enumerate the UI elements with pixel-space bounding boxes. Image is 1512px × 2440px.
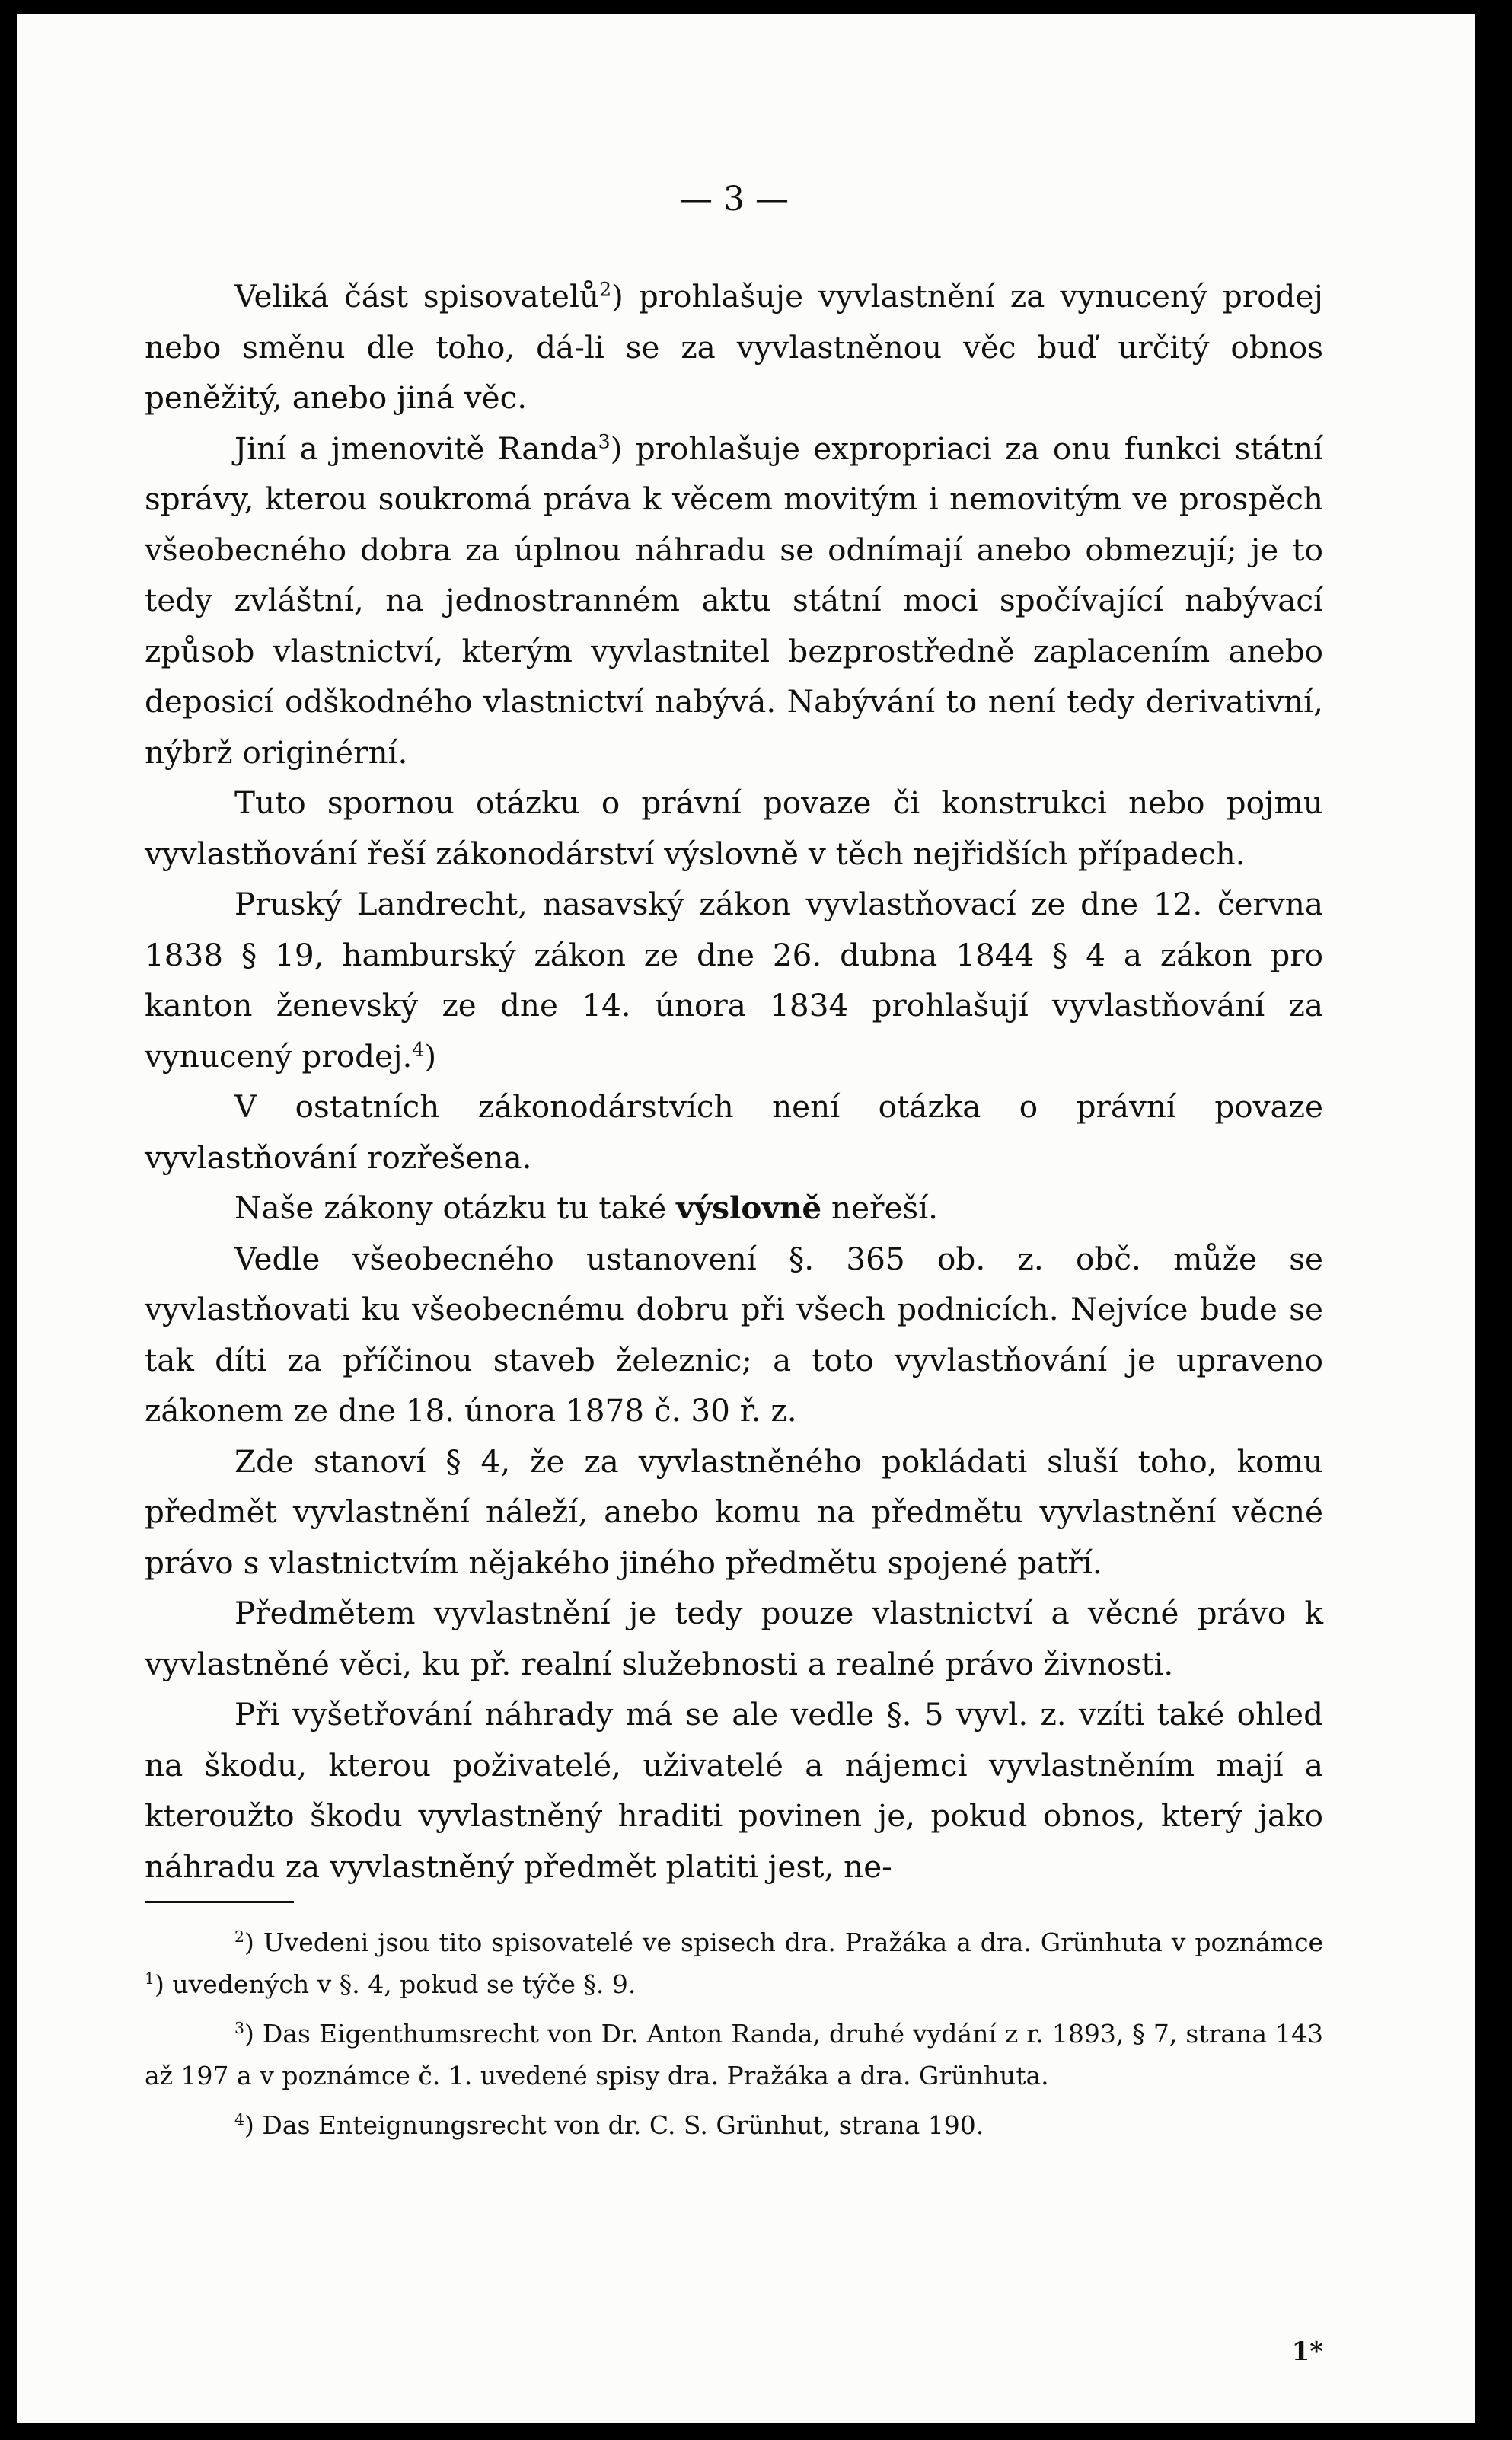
paragraph: Jiní a jmenovitě Randa$^3$) prohlašuje expropriaci za onu funkci státní správy, kterou soukromá práva k věcem movitým i nemovitým ve prospěch všeobecného dobra za úplnou náhradu se odnímají anebo obmezují; je to tedy zvláštní, na jednostranném aktu státní moci spočívající nabývací způsob vlastnictví, kterým vyvlastnitel bezprostředně zaplacením anebo deposicí odškodného vlastnictví nabývá. Nabývání to není tedy derivativní, nýbrž originérní.	[145, 430, 1323, 771]
footnote-mark: 1	[145, 1969, 155, 1988]
emphasis: výslovně	[676, 1190, 822, 1226]
footnote-ref[interactable]: 3	[598, 430, 611, 452]
paragraph: Vedle všeobecného ustanovení §. 365 ob. z. obč. může se vyvlastňovati ku všeobecnému dobru při všech podnicích. Nejvíce bude se tak díti za příčinou staveb železnic; a toto vyvlastňování je upraveno zákonem ze dne 18. února 1878 č. 30 ř. z.	[145, 1240, 1323, 1429]
paragraph: Tuto spornou otázku o právní povaze či konstrukci nebo pojmu vyvlastňování řeší zákonodárství výslovně v těch nejřidších případech.	[145, 784, 1323, 872]
footnote: $^3$) Das Eigenthumsrecht von Dr. Anton Randa, druhé vydání z r. 1893, § 7, strana 143 až 197 a v poznámce č. 1. uvedené spisy dra. Pražáka a dra. Grünhuta.	[145, 2019, 1323, 2090]
footnote-mark: 3	[234, 2019, 245, 2037]
paragraph: Pruský Landrecht, nasavský zákon vyvlastňovací ze dne 12. června 1838 § 19, hamburský zákon ze dne 26. dubna 1844 § 4 a zákon pro kanton ženevský ze dne 14. února 1834 prohlašují vyvlastňování za vynucený prodej.$^4$)	[145, 886, 1323, 1075]
page-number: — 3 —	[679, 180, 789, 219]
footnote-ref[interactable]: 2	[599, 278, 612, 301]
paragraph: Naše zákony otázku tu také výslovně neřeší.	[234, 1190, 939, 1226]
signature-mark: 1*	[1291, 2336, 1323, 2367]
footnote-ref[interactable]: 4	[412, 1038, 425, 1060]
body-text	[145, 271, 1323, 1892]
paragraph: Zde stanoví § 4, že za vyvlastněného pokládati sluší toho, komu předmět vyvlastnění náleží, anebo komu na předmětu vyvlastnění věcné právo s vlastnictvím nějakého jiného předmětu spojené patří.	[145, 1442, 1323, 1581]
page	[17, 14, 1475, 2423]
paragraph: Veliká část spisovatelů$^2$) prohlašuje vyvlastnění za vynucený prodej nebo směnu dle toho, dá-li se za vyvlastněnou věc buď určitý obnos peněžitý, anebo jiná věc.	[145, 278, 1323, 416]
paragraph: Předmětem vyvlastnění je tedy pouze vlastnictví a věcné právo k vyvlastněné věci, ku př. realní služebnosti a realné právo živnosti.	[145, 1595, 1323, 1682]
footnote: $^2$) Uvedeni jsou tito spisovatelé ve spisech dra. Pražáka a dra. Grünhuta v poznámce $^1$) uvedených v §. 4, pokud se týče §. 9.	[145, 1927, 1323, 1999]
footnote-mark: 2	[234, 1927, 245, 1946]
footnotes	[145, 1921, 1323, 2154]
footnote-mark: 4	[234, 2110, 245, 2129]
footnote: $^4$) Das Enteignungsrecht von dr. C. S. Grünhut, strana 190.	[234, 2110, 984, 2140]
paragraph: V ostatních zákonodárstvích není otázka o právní povaze vyvlastňování rozřešena.	[145, 1088, 1323, 1176]
footnote-divider	[145, 1901, 294, 1903]
paragraph: Při vyšetřování náhrady má se ale vedle §. 5 vyvl. z. vzíti také ohled na škodu, kterou poživatelé, uživatelé a nájemci vyvlastněním mají a kteroužto škodu vyvlastněný hraditi povinen je, pokud obnos, který jako náhradu za vyvlastněný předmět platiti jest, ne-	[145, 1696, 1323, 1885]
